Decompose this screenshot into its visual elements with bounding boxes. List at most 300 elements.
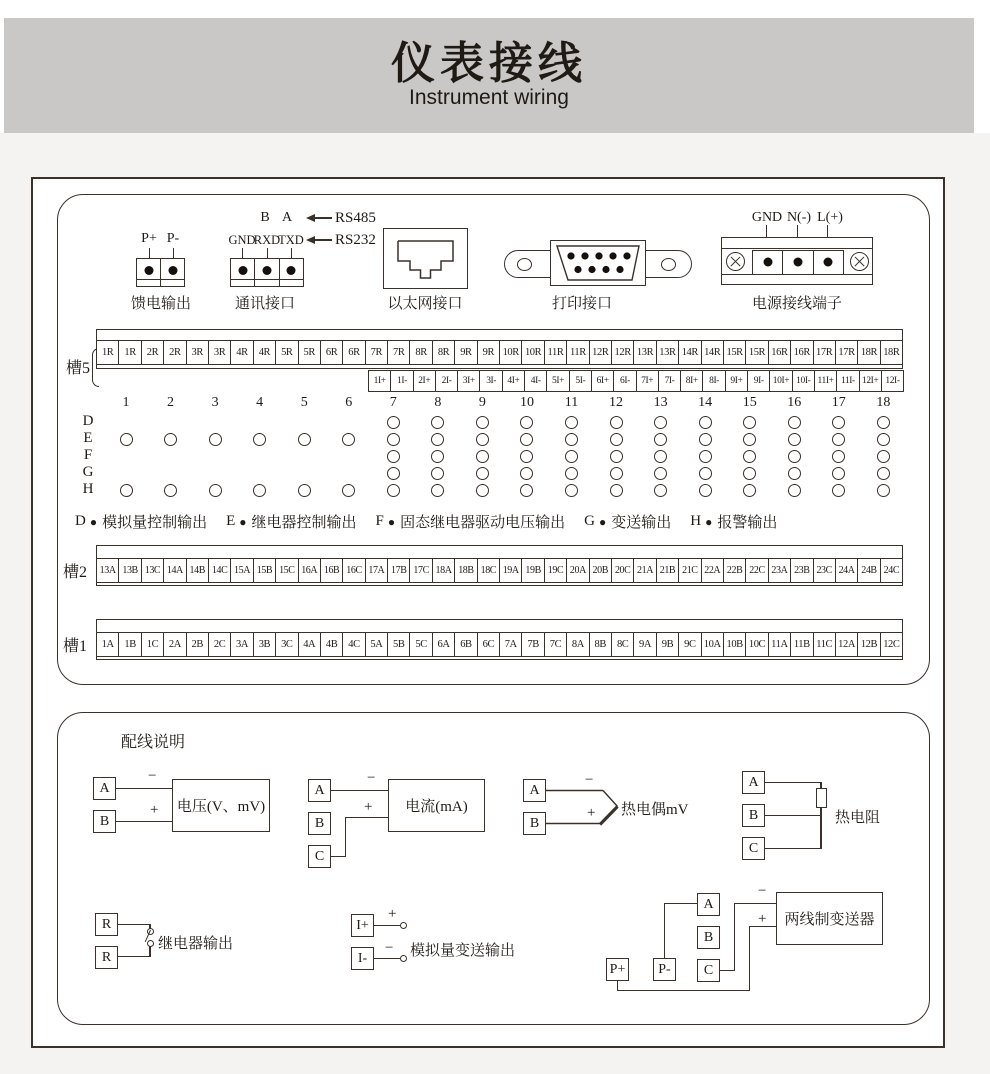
io-point-H13 <box>654 484 667 497</box>
terminal-cell: 10A <box>702 633 724 656</box>
rj45-jack-icon <box>397 240 454 279</box>
terminal-cell: 3R <box>187 341 209 364</box>
terminal-cell: 22A <box>702 559 724 582</box>
terminal-cell: 17A <box>366 559 388 582</box>
io-point-E15 <box>743 433 756 446</box>
comm-terminal-block <box>230 258 304 287</box>
terminal-cell: 10B <box>724 633 746 656</box>
io-point-G7 <box>387 467 400 480</box>
terminal-cell: 4R <box>254 341 276 364</box>
terminal-cell: 3C <box>276 633 298 656</box>
rs485-arrow <box>306 210 376 226</box>
terminal-pin <box>255 259 279 286</box>
terminal-cell: 12I- <box>885 376 900 386</box>
terminal-cell: 17R <box>836 341 858 364</box>
polarity-minus: − <box>385 940 394 956</box>
terminal-cell: 1C <box>142 633 164 656</box>
terminal-line <box>231 279 254 280</box>
terminal-cell: 6I- <box>614 371 636 391</box>
legend-text: 变送输出 <box>611 515 672 531</box>
terminal-cell: 5R <box>276 341 298 364</box>
terminal-cell: 19A <box>500 559 522 582</box>
terminal-cell: 6R <box>321 341 343 364</box>
legend-key: H <box>690 513 702 529</box>
io-point-F17 <box>832 450 845 463</box>
io-point-H3 <box>209 484 222 497</box>
io-grid-col-header: 9 <box>478 395 486 410</box>
pin-dot <box>763 258 772 267</box>
legend-item <box>690 511 777 532</box>
terminal-cell: 18B <box>455 559 477 582</box>
io-point-H17 <box>832 484 845 497</box>
io-point-D10 <box>520 416 533 429</box>
io-point-G14 <box>699 467 712 480</box>
slot2-label: 槽2 <box>63 564 88 581</box>
terminal-cell: 12A <box>836 633 858 656</box>
wire <box>345 817 346 857</box>
screw-icon <box>726 252 745 271</box>
db9-body <box>550 240 646 286</box>
terminal-cell: 8I- <box>703 371 725 391</box>
wire <box>765 848 821 849</box>
pin-label: GND <box>751 210 783 225</box>
io-point-E14 <box>699 433 712 446</box>
terminal-rail <box>97 656 902 659</box>
terminal-cell: 16R <box>791 341 813 364</box>
io-point-D9 <box>476 416 489 429</box>
io-point-H7 <box>387 484 400 497</box>
terminal-cell: 10I- <box>793 371 815 391</box>
terminal-cell: 13A <box>97 559 119 582</box>
thermocouple-label: 热电偶mV <box>621 802 689 818</box>
io-point-F12 <box>610 450 623 463</box>
wire <box>734 903 735 971</box>
terminal-cell: 6A <box>433 633 455 656</box>
terminal-cell: 10C <box>746 633 768 656</box>
io-grid-col-header: 13 <box>653 395 668 410</box>
terminal-cell: 16B <box>321 559 343 582</box>
power-pin-cells <box>752 250 844 275</box>
terminal-cell: 8B <box>590 633 612 656</box>
terminal-cell: 7I+ <box>637 371 659 391</box>
io-point-F9 <box>476 450 489 463</box>
wire <box>242 248 243 258</box>
page-title: 仪表接线 <box>391 39 587 88</box>
terminal-cell: 7C <box>545 633 567 656</box>
terminal-cell: 8C <box>612 633 634 656</box>
io-point-H5 <box>298 484 311 497</box>
io-point-F7 <box>387 450 400 463</box>
terminal-cell: 17C <box>410 559 432 582</box>
terminal-cell: 1I+ <box>369 371 391 391</box>
io-grid-col-header: 15 <box>742 395 757 410</box>
terminal-panel <box>57 194 930 685</box>
page-subtitle: Instrument wiring <box>409 86 569 109</box>
terminal-cell: 21B <box>657 559 679 582</box>
terminal-cell: 21C <box>679 559 701 582</box>
wire <box>118 924 150 925</box>
terminal-cell: 17R <box>814 341 836 364</box>
io-point-E12 <box>610 433 623 446</box>
terminal-rail <box>97 330 902 341</box>
wire <box>149 946 150 957</box>
terminal-cell: 2I- <box>436 371 458 391</box>
bus-label: RS485 <box>335 209 376 226</box>
io-grid-col-header: 17 <box>831 395 846 410</box>
io-grid-col-header: 7 <box>389 395 397 410</box>
terminal-cell: 24B <box>858 559 880 582</box>
connector-caption: 电源接线端子 <box>751 296 843 312</box>
header-band <box>4 18 974 133</box>
terminal-cell: 7R <box>388 341 410 364</box>
wire <box>149 248 150 258</box>
io-point-G18 <box>877 467 890 480</box>
io-grid-col-header: 8 <box>434 395 442 410</box>
terminal-cell: 4I+ <box>503 371 525 391</box>
terminal-cell: 15A <box>231 559 253 582</box>
io-grid-col-header: 4 <box>256 395 264 410</box>
legend-key: E <box>226 513 236 529</box>
terminal-cell: 11I- <box>837 371 859 391</box>
terminal-cell: 7B <box>522 633 544 656</box>
io-point-H1 <box>120 484 133 497</box>
io-point-E16 <box>788 433 801 446</box>
io-point-G8 <box>431 467 444 480</box>
terminal-cell: 1A <box>97 633 119 656</box>
terminal-cell: 18C <box>478 559 500 582</box>
terminal-cell: 6R <box>343 341 365 364</box>
terminal-box: C <box>697 959 720 982</box>
terminal-cell: 18R <box>883 347 900 358</box>
io-point-G11 <box>565 467 578 480</box>
terminal-cell: 5I- <box>570 371 592 391</box>
io-point-H4 <box>253 484 266 497</box>
terminal-box: B <box>697 926 720 949</box>
terminal-cell: 16R <box>769 341 791 364</box>
legend-text: 固态继电器驱动电压输出 <box>400 515 566 531</box>
terminal-cell: 18R <box>858 341 880 364</box>
io-point-F15 <box>743 450 756 463</box>
terminal-cell: 2C <box>209 633 231 656</box>
terminal-cell: 14C <box>209 559 231 582</box>
connector-caption: 馈电输出 <box>130 296 192 312</box>
pin-label: N(-) <box>786 210 812 225</box>
io-point-H14 <box>699 484 712 497</box>
pin-dot <box>824 258 833 267</box>
terminal-cell: 12C <box>883 639 900 650</box>
terminal-cell: 15C <box>276 559 298 582</box>
io-point-E3 <box>209 433 222 446</box>
slot2-terminal-strip <box>96 545 903 586</box>
output-circle <box>400 955 407 962</box>
io-point-G9 <box>476 467 489 480</box>
db9-left-ear <box>504 250 551 278</box>
io-point-H16 <box>788 484 801 497</box>
slot5-label: 槽5 <box>66 360 91 377</box>
screw-hole <box>661 258 676 271</box>
io-point-E4 <box>253 433 266 446</box>
io-grid-col-header: 16 <box>787 395 802 410</box>
terminal-cell: 19C <box>545 559 567 582</box>
io-point-G17 <box>832 467 845 480</box>
io-point-F18 <box>877 450 890 463</box>
polarity-plus: + <box>758 911 767 927</box>
pin-label: B <box>260 210 270 225</box>
terminal-cell: 5C <box>410 633 432 656</box>
legend-key: D <box>75 513 86 529</box>
io-point-H2 <box>164 484 177 497</box>
instrument-rear-panel-figure <box>31 177 945 1048</box>
terminal-cell: 9B <box>657 633 679 656</box>
terminal-box: R <box>95 913 118 936</box>
bullet-icon: ● <box>89 514 98 529</box>
terminal-cell: 10R <box>500 341 522 364</box>
terminal-cell: 5I+ <box>547 371 569 391</box>
terminal-line <box>255 279 278 280</box>
slot5-relay-terminal-strip <box>96 329 903 369</box>
polarity-plus: + <box>388 906 397 922</box>
terminal-box: P- <box>653 958 676 981</box>
terminal-pin <box>161 259 184 286</box>
pin-dot <box>168 266 177 275</box>
io-point-F11 <box>565 450 578 463</box>
pin-dot <box>238 266 247 275</box>
terminal-cell: 4B <box>321 633 343 656</box>
io-point-E6 <box>342 433 355 446</box>
io-point-D13 <box>654 416 667 429</box>
output-circle <box>400 922 407 929</box>
terminal-rail <box>97 582 902 585</box>
terminal-cell: 11I+ <box>815 371 837 391</box>
terminal-cell: 20B <box>590 559 612 582</box>
bullet-icon: ● <box>705 514 713 529</box>
arrow-tail <box>315 217 332 219</box>
terminal-cell: 17B <box>388 559 410 582</box>
terminal-rail <box>97 546 902 559</box>
terminal-cell: 2B <box>187 633 209 656</box>
terminal-cell: 23B <box>791 559 813 582</box>
terminal-pin <box>814 251 843 274</box>
io-point-F14 <box>699 450 712 463</box>
io-point-E17 <box>832 433 845 446</box>
wire <box>116 788 172 789</box>
legend-item <box>226 511 356 532</box>
io-point-D17 <box>832 416 845 429</box>
io-point-F13 <box>654 450 667 463</box>
terminal-cell: 9I+ <box>726 371 748 391</box>
wire <box>331 856 346 857</box>
rtd-label: 热电阻 <box>835 810 881 826</box>
terminal-pin <box>783 251 813 274</box>
terminal-cell: 7A <box>500 633 522 656</box>
io-grid-col-header: 10 <box>519 395 534 410</box>
terminal-line <box>161 279 184 280</box>
terminal-cell: 15B <box>254 559 276 582</box>
terminal-cell: 21A <box>634 559 656 582</box>
io-point-D15 <box>743 416 756 429</box>
wire <box>331 790 388 791</box>
two-wire-transmitter-box: 两线制变送器 <box>776 892 883 945</box>
wire <box>173 248 174 258</box>
io-grid-row-label: H <box>82 481 94 497</box>
io-point-E13 <box>654 433 667 446</box>
pin-label: P+ <box>141 231 157 246</box>
io-grid-col-header: 18 <box>876 395 891 410</box>
wire <box>291 248 292 258</box>
io-point-H6 <box>342 484 355 497</box>
terminal-box: A <box>523 779 546 802</box>
legend-item <box>376 511 566 532</box>
terminal-line <box>280 279 303 280</box>
terminal-cell: 7R <box>366 341 388 364</box>
pin-label: RXD <box>253 233 281 247</box>
terminal-cell: 23A <box>769 559 791 582</box>
terminal-cell: 11B <box>791 633 813 656</box>
screw-icon <box>850 252 869 271</box>
io-point-G16 <box>788 467 801 480</box>
terminal-cell: 13R <box>634 341 656 364</box>
terminal-cell: 11C <box>814 633 836 656</box>
rs232-arrow <box>306 232 376 248</box>
io-point-E11 <box>565 433 578 446</box>
db9-right-ear <box>645 250 692 278</box>
terminal-cell: 5A <box>366 633 388 656</box>
terminal-cell: 3A <box>231 633 253 656</box>
bus-label: RS232 <box>335 231 376 248</box>
io-point-E7 <box>387 433 400 446</box>
current-box: 电流(mA) <box>388 779 485 832</box>
io-grid-col-header: 5 <box>300 395 308 410</box>
wiring-guide-panel <box>57 712 930 1025</box>
io-grid <box>78 395 908 503</box>
terminal-cell: 8R <box>410 341 432 364</box>
io-grid-col-header: 1 <box>122 395 130 410</box>
terminal-cell: 24C <box>883 565 900 576</box>
wiring-guide-title: 配线说明 <box>121 734 186 751</box>
terminal-box: A <box>93 777 116 800</box>
wire <box>664 903 665 958</box>
terminal-cell: 12R <box>590 341 612 364</box>
io-point-D8 <box>431 416 444 429</box>
terminal-cell: 6I+ <box>592 371 614 391</box>
power-terminal-block <box>721 237 873 285</box>
io-point-E5 <box>298 433 311 446</box>
pin-label: GND <box>228 233 256 247</box>
terminal-cell: 13C <box>142 559 164 582</box>
pin-label: A <box>281 210 293 225</box>
terminal-cell: 8R <box>433 341 455 364</box>
terminal-pin <box>753 251 783 274</box>
terminal-cell: 16C <box>343 559 365 582</box>
polarity-plus: + <box>587 805 596 821</box>
terminal-box: C <box>742 837 765 860</box>
pin-label: L(+) <box>817 210 843 225</box>
feed-terminal-block <box>136 258 185 287</box>
terminal-cell: 14B <box>187 559 209 582</box>
terminal-cell: 6C <box>478 633 500 656</box>
io-point-G15 <box>743 467 756 480</box>
io-point-H12 <box>610 484 623 497</box>
terminal-cell: 24A <box>836 559 858 582</box>
terminal-cell: 10I+ <box>770 371 792 391</box>
polarity-plus: + <box>364 799 373 815</box>
io-point-F8 <box>431 450 444 463</box>
terminal-rail <box>97 364 902 368</box>
io-point-H18 <box>877 484 890 497</box>
pin-dot <box>793 258 802 267</box>
terminal-cell: 3I+ <box>458 371 480 391</box>
terminal-cell: 4C <box>343 633 365 656</box>
connector-caption: 通讯接口 <box>234 296 296 312</box>
wire <box>118 956 150 957</box>
screw-hole <box>517 258 532 271</box>
terminal-cell: 4R <box>231 341 253 364</box>
wire <box>116 821 172 822</box>
terminal-cell: 3R <box>209 341 231 364</box>
slot5-current-terminal-strip <box>368 370 904 392</box>
pin-dot <box>144 266 153 275</box>
terminal-cell: 5B <box>388 633 410 656</box>
terminal-cell: 2R <box>142 341 164 364</box>
terminal-box: B <box>308 812 331 835</box>
terminal-cell: 16A <box>299 559 321 582</box>
io-point-D12 <box>610 416 623 429</box>
terminal-box: B <box>93 810 116 833</box>
terminal-cell: 1B <box>119 633 141 656</box>
legend-item <box>584 511 671 532</box>
io-point-D16 <box>788 416 801 429</box>
terminal-cell: 14R <box>679 341 701 364</box>
wire <box>267 248 268 258</box>
arrow-tail <box>315 239 332 241</box>
io-legend <box>75 511 796 532</box>
io-point-E2 <box>164 433 177 446</box>
io-point-F10 <box>520 450 533 463</box>
terminal-cell: 9R <box>455 341 477 364</box>
terminal-cell: 23C <box>814 559 836 582</box>
io-grid-row-label: F <box>83 447 93 463</box>
io-grid-row-label: D <box>82 413 94 429</box>
terminal-cell: 2R <box>164 341 186 364</box>
terminal-cell: 8A <box>567 633 589 656</box>
wire <box>734 903 776 904</box>
legend-text: 继电器控制输出 <box>251 515 357 531</box>
terminal-cell: 2A <box>164 633 186 656</box>
terminal-cell: 22C <box>746 559 768 582</box>
terminal-cell: 22B <box>724 559 746 582</box>
terminal-cell: 6B <box>455 633 477 656</box>
bullet-icon: ● <box>599 514 607 529</box>
bullet-icon: ● <box>387 514 396 529</box>
terminal-cell: 11R <box>567 341 589 364</box>
connector-caption: 以太网接口 <box>387 296 463 312</box>
terminal-pin <box>137 259 161 286</box>
analog-output-label: 模拟量变送输出 <box>410 943 516 959</box>
wire <box>720 970 735 971</box>
io-point-D14 <box>699 416 712 429</box>
io-point-D18 <box>877 416 890 429</box>
legend-text: 报警输出 <box>717 515 778 531</box>
terminal-cell: 18A <box>433 559 455 582</box>
legend-text: 模拟量控制输出 <box>102 515 208 531</box>
terminal-box: I+ <box>351 914 374 937</box>
slot1-label: 槽1 <box>63 638 88 655</box>
io-point-D7 <box>387 416 400 429</box>
pin-label: TXD <box>278 233 304 247</box>
terminal-cell: 11R <box>545 341 567 364</box>
wire <box>617 990 750 991</box>
polarity-plus: + <box>150 802 159 818</box>
